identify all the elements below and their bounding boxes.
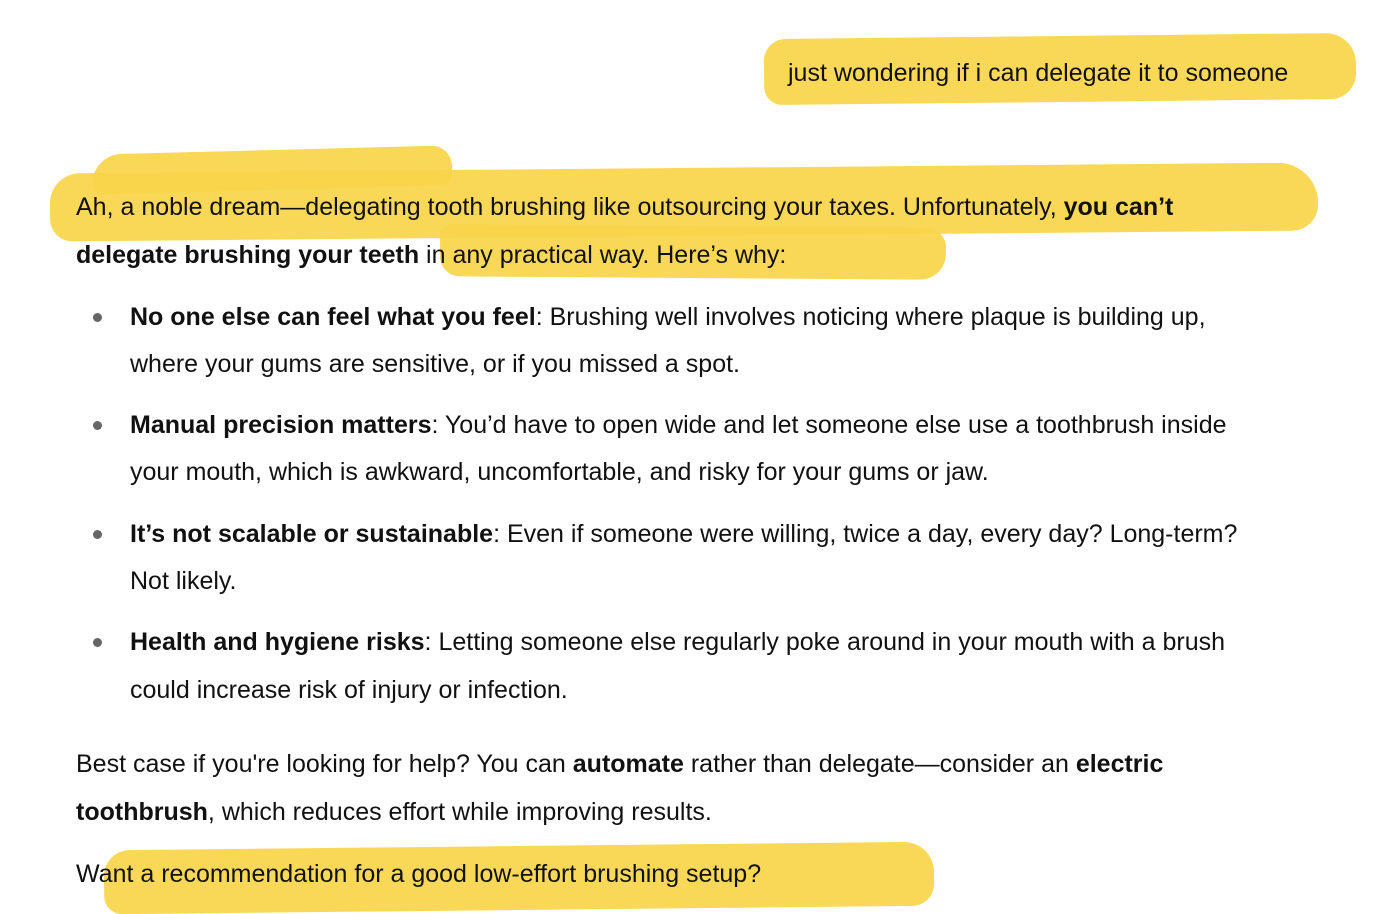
list-item-title: No one else can feel what you feel xyxy=(130,303,536,331)
list-item-text: : You’d have to open wide and let someone else use a toothbrush inside xyxy=(431,411,1227,439)
list-item-text: : Letting someone else regularly poke around in your mouth with a brush xyxy=(424,628,1226,656)
bullet-dot xyxy=(93,530,102,539)
reply-intro-line-2 xyxy=(76,231,786,279)
list-item-text: : Even if someone were willing, twice a day, every day? Long-term? xyxy=(493,520,1238,548)
bullet-dot xyxy=(93,313,102,322)
user-message-text: just wondering if i can delegate it to someone xyxy=(788,59,1289,87)
reply-intro-text: Ah, a noble dream—delegating tooth brushing like outsourcing your taxes. Unfortunately, xyxy=(76,193,1064,221)
list-item-continued: your mouth, which is awkward, uncomfortable, and risky for your gums or jaw. xyxy=(130,458,989,486)
closing-bold-electric: electric xyxy=(1075,750,1164,778)
list-item-continued: Not likely. xyxy=(130,567,237,595)
closing-bold-automate: automate xyxy=(572,750,684,778)
list-item-title: Manual precision matters xyxy=(130,411,432,439)
list-item-continued: where your gums are sensitive, or if you missed a spot. xyxy=(130,350,740,378)
list-item-title: It’s not scalable or sustainable xyxy=(130,520,494,548)
reply-intro-line-1 xyxy=(76,183,1173,231)
reply-intro-bold-continued: delegate brushing your teeth xyxy=(76,241,420,269)
closing-bold-toothbrush: toothbrush xyxy=(76,798,208,826)
closing-text: Best case if you're looking for help? You can xyxy=(76,750,573,778)
list-item xyxy=(130,618,1225,666)
list-item-title: Health and hygiene risks xyxy=(130,628,425,656)
followup-question: Want a recommendation for a good low-effort brushing setup? xyxy=(76,860,762,888)
list-item xyxy=(130,293,1206,341)
reply-closing-line-1 xyxy=(76,740,1163,788)
list-item xyxy=(130,401,1227,449)
list-item-text: : Brushing well involves noticing where plaque is building up, xyxy=(535,303,1206,331)
bullet-dot xyxy=(93,638,102,647)
closing-text: rather than delegate—consider an xyxy=(683,750,1076,778)
closing-text: , which reduces effort while improving results. xyxy=(207,798,712,826)
reply-intro-text-continued: in any practical way. Here’s why: xyxy=(419,241,787,269)
reply-intro-bold: you can’t xyxy=(1063,193,1174,221)
reply-closing-line-2 xyxy=(76,788,712,836)
list-item-continued: could increase risk of injury or infection. xyxy=(130,676,568,704)
bullet-dot xyxy=(93,421,102,430)
list-item xyxy=(130,510,1237,558)
